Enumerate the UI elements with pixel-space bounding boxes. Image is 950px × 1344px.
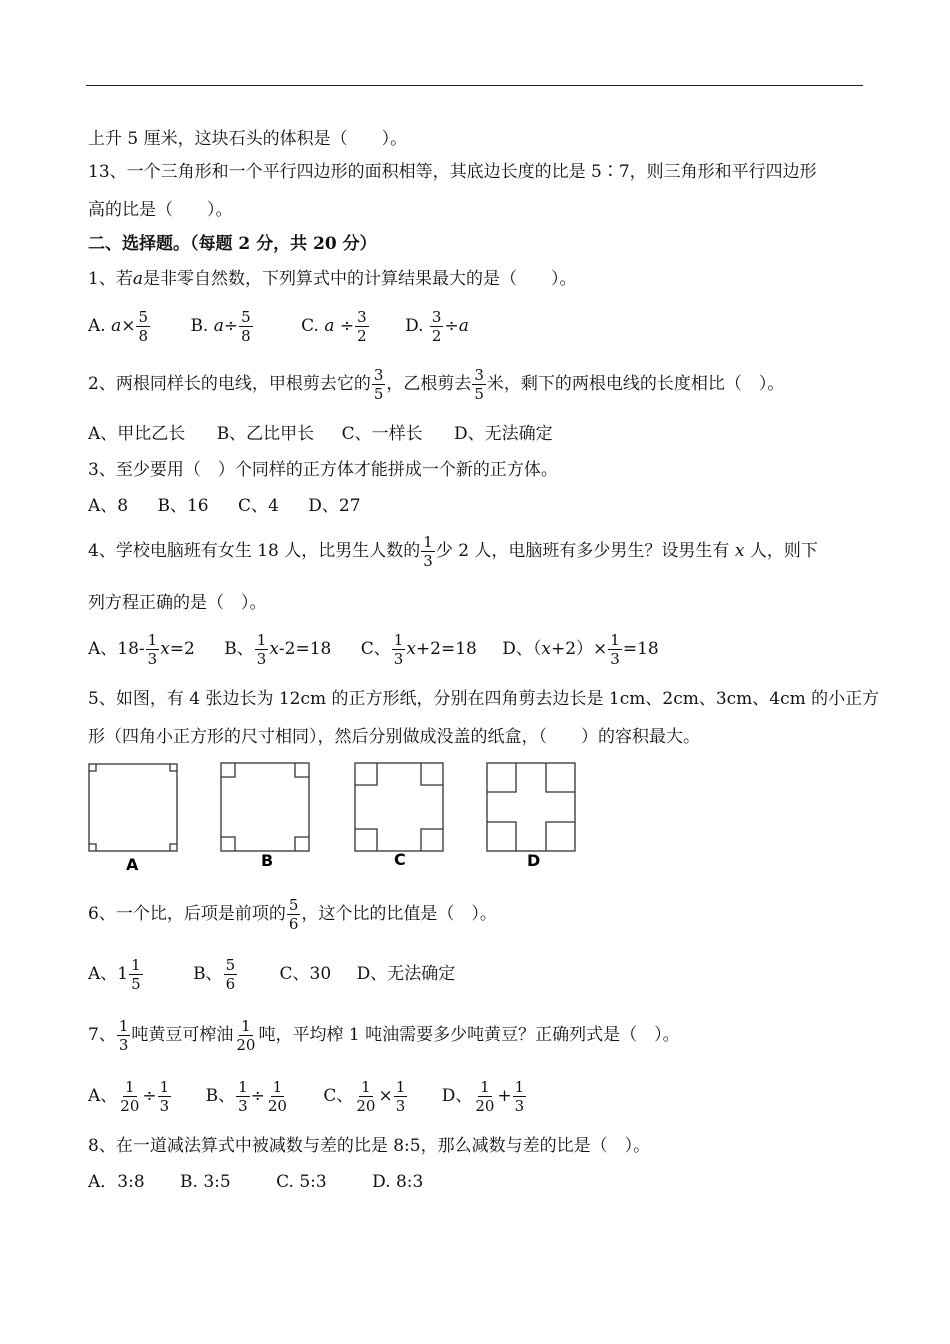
q4-option-c[interactable]: C、 $\frac{1}{3}$ x+2=18 [360,631,477,668]
figure-c [355,763,443,851]
q3-options [88,495,361,517]
q4-stem: 4、学校电脑班有女生 18 人，比男生人数的 $\frac{1}{3}$ 少 2 人，电脑班有多少男生？设男生有 x 人，则下 [88,533,818,570]
q8-option-a[interactable]: A．3:8 [88,1172,145,1192]
q6-option-c[interactable]: C、30 [279,964,332,984]
q8-options [88,1171,423,1193]
figure-d-label: D [527,851,541,870]
figure-b [221,763,309,851]
q1-stem: 1、若a是非零自然数，下列算式中的计算结果最大的是（ ）。 [88,269,577,289]
q7-option-c[interactable]: C、 $\frac{1}{20}$ × $\frac{1}{3}$ [323,1078,406,1115]
q5-line2: 形（四角小正方形的尺寸相同），然后分别做成没盖的纸盒，（ ）的容积最大。 [88,727,700,747]
figure-a-label: A [126,855,139,874]
q1-option-a[interactable]: A. a× $\frac{5}{8}$ [88,308,149,345]
q3-option-d[interactable]: D、27 [308,496,361,516]
q1-option-d[interactable]: D. $\frac{3}{2}$ ÷a [405,308,469,345]
q3-option-a[interactable]: A、8 [88,496,129,516]
q8-stem: 8、在一道减法算式中被减数与差的比是 8:5，那么减数与差的比是（ ）。 [88,1136,651,1156]
q13-line2: 高的比是（ ）。 [88,200,233,220]
figure-a [89,764,177,851]
q5-figures [86,760,586,874]
q4-option-b[interactable]: B、 $\frac{1}{3}$ x-2=18 [224,631,332,668]
q4-option-d[interactable]: D、（x+2）× $\frac{1}{3}$ =18 [502,631,659,668]
q8-option-d[interactable]: D. 8:3 [372,1172,424,1192]
q6-option-d[interactable]: D、无法确定 [356,964,456,984]
q7-option-a[interactable]: A、 $\frac{1}{20}$ ÷ $\frac{1}{3}$ [88,1078,170,1115]
q4-options [88,631,659,667]
q5-figures-svg [86,760,586,874]
q3-option-b[interactable]: B、16 [157,496,209,516]
q7-option-d[interactable]: D、 $\frac{1}{20}$ + $\frac{1}{3}$ [441,1078,525,1115]
q3-stem: 3、至少要用（ ）个同样的正方体才能拼成一个新的正方体。 [88,460,558,480]
q7-stem: 7、 $\frac{1}{3}$ 吨黄豆可榨油 $\frac{1}{20}$ 吨，平均榨 1 吨油需要多少吨黄豆？正确列式是（ ）。 [88,1017,680,1054]
q6-option-b[interactable]: B、 $\frac{5}{6}$ [193,956,236,993]
q2-stem: 2、两根同样长的电线，甲根剪去它的 $\frac{3}{5}$ ，乙根剪去 $\frac{3}{5}$ 米，剩下的两根电线的长度相比（ ）。 [88,366,785,403]
q7-option-b[interactable]: B、 $\frac{1}{3}$ ÷ $\frac{1}{20}$ [205,1078,287,1115]
q4-option-a[interactable]: A、18- $\frac{1}{3}$ x=2 [88,631,195,668]
q8-option-b[interactable]: B. 3:5 [180,1172,231,1192]
figure-c-label: C [394,850,406,869]
figure-d [487,763,575,851]
q1-option-c[interactable]: C. a ÷ $\frac{3}{2}$ [301,308,367,345]
q13-line1: 13、一个三角形和一个平行四边形的面积相等，其底边长度的比是 5∶7，则三角形和平行四边形 [88,162,817,182]
q2-option-d[interactable]: D、无法确定 [454,424,553,444]
q2-options [88,423,553,445]
q4-line2: 列方程正确的是（ ）。 [88,593,267,613]
q6-options [88,956,455,992]
q1-option-b[interactable]: B. a÷ $\frac{5}{8}$ [190,308,251,345]
figure-b-label: B [261,851,274,870]
q6-stem: 6、一个比，后项是前项的 $\frac{5}{6}$ ，这个比的比值是（ ）。 [88,896,497,933]
q5-line1: 5、如图，有 4 张边长为 12cm 的正方形纸，分别在四角剪去边长是 1cm、2cm、3cm、4cm 的小正方 [88,689,880,709]
q1-options [88,308,469,344]
q12-continuation: 上升 5 厘米，这块石头的体积是（ ）。 [88,129,408,149]
q8-option-c[interactable]: C. 5:3 [276,1172,327,1192]
q2-option-b[interactable]: B、乙比甲长 [216,424,315,444]
section-heading: 二、选择题。（每题 2 分，共 20 分） [88,234,377,254]
q7-options [88,1078,527,1114]
q3-option-c[interactable]: C、4 [238,496,279,516]
q2-option-c[interactable]: C、一样长 [341,424,423,444]
header-rule [86,85,863,86]
q2-option-a[interactable]: A、甲比乙长 [88,424,186,444]
q6-option-a[interactable]: A、1 $\frac{1}{5}$ [88,956,141,993]
